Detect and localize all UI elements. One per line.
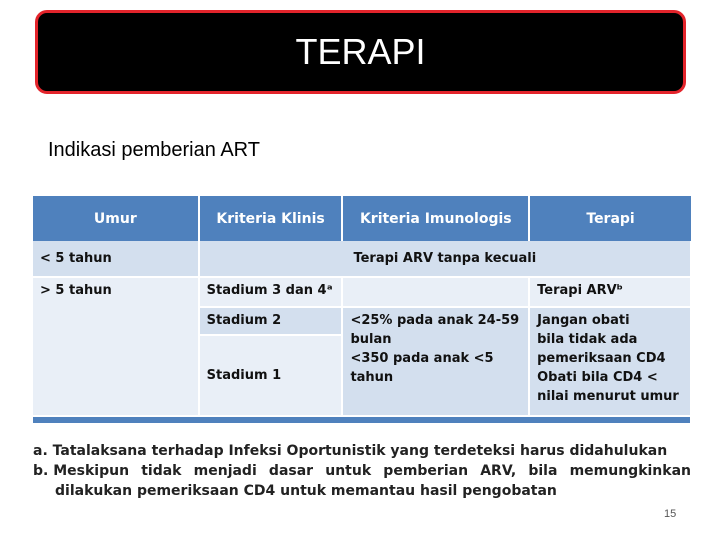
footnote-word: ARV, xyxy=(480,463,517,479)
cell-merged-therapy: Terapi ARV tanpa kecuali xyxy=(199,241,691,277)
cell-terapi xyxy=(529,307,691,416)
imunologis-line: tahun xyxy=(350,370,394,385)
slide-title: TERAPI xyxy=(295,31,426,72)
table-row xyxy=(33,241,691,277)
terapi-line: Jangan obati xyxy=(537,313,630,328)
header-kriteria-klinis: Kriteria Klinis xyxy=(199,196,343,241)
page-number: 15 xyxy=(664,508,677,520)
cell-umur: < 5 tahun xyxy=(33,241,199,277)
cell-terapi: Terapi ARVᵇ xyxy=(529,277,691,307)
footnote-a: a. Tatalaksana terhadap Infeksi Oportunistik yang terdeteksi harus didahulukan xyxy=(33,443,668,459)
terapi-line: bila tidak ada xyxy=(537,332,638,347)
footnotes xyxy=(33,441,698,501)
cell-imunologis-empty xyxy=(342,277,529,307)
footnote-word: pemberian xyxy=(383,463,469,479)
header-kriteria-imunologis: Kriteria Imunologis xyxy=(342,196,529,241)
footnote-word: untuk xyxy=(325,463,372,479)
footnote-b-continued: dilakukan pemeriksaan CD4 untuk memantau hasil pengobatan xyxy=(55,483,557,499)
table-bottom-strip xyxy=(33,416,691,424)
imunologis-line: <350 pada anak <5 xyxy=(350,351,494,366)
footnote-word: b. Meskipun xyxy=(33,463,130,479)
footnote-word: bila xyxy=(528,463,558,479)
slide-subtitle: Indikasi pemberian ART xyxy=(48,139,260,161)
footnote-word: menjadi xyxy=(193,463,257,479)
cell-klinis: Stadium 3 dan 4ᵃ xyxy=(199,277,343,307)
terapi-line: nilai menurut umur xyxy=(537,389,679,404)
cell-umur: > 5 tahun xyxy=(33,277,199,416)
cell-klinis: Stadium 1 xyxy=(199,335,343,416)
cell-imunologis xyxy=(342,307,529,416)
footnote-b xyxy=(33,461,691,481)
header-terapi: Terapi xyxy=(529,196,691,241)
terapi-line: pemeriksaan CD4 xyxy=(537,351,666,366)
header-umur: Umur xyxy=(33,196,199,241)
cell-klinis: Stadium 2 xyxy=(199,307,343,335)
footnote-word: tidak xyxy=(141,463,182,479)
art-indication-table xyxy=(33,196,692,425)
title-banner xyxy=(35,10,686,94)
table-row xyxy=(33,277,691,307)
imunologis-line: <25% pada anak 24-59 xyxy=(350,313,520,328)
imunologis-line: bulan xyxy=(350,332,392,347)
footnote-word: dasar xyxy=(268,463,314,479)
terapi-line: Obati bila CD4 < xyxy=(537,370,658,385)
table-header-row xyxy=(33,196,691,241)
footnote-word: memungkinkan xyxy=(569,463,691,479)
